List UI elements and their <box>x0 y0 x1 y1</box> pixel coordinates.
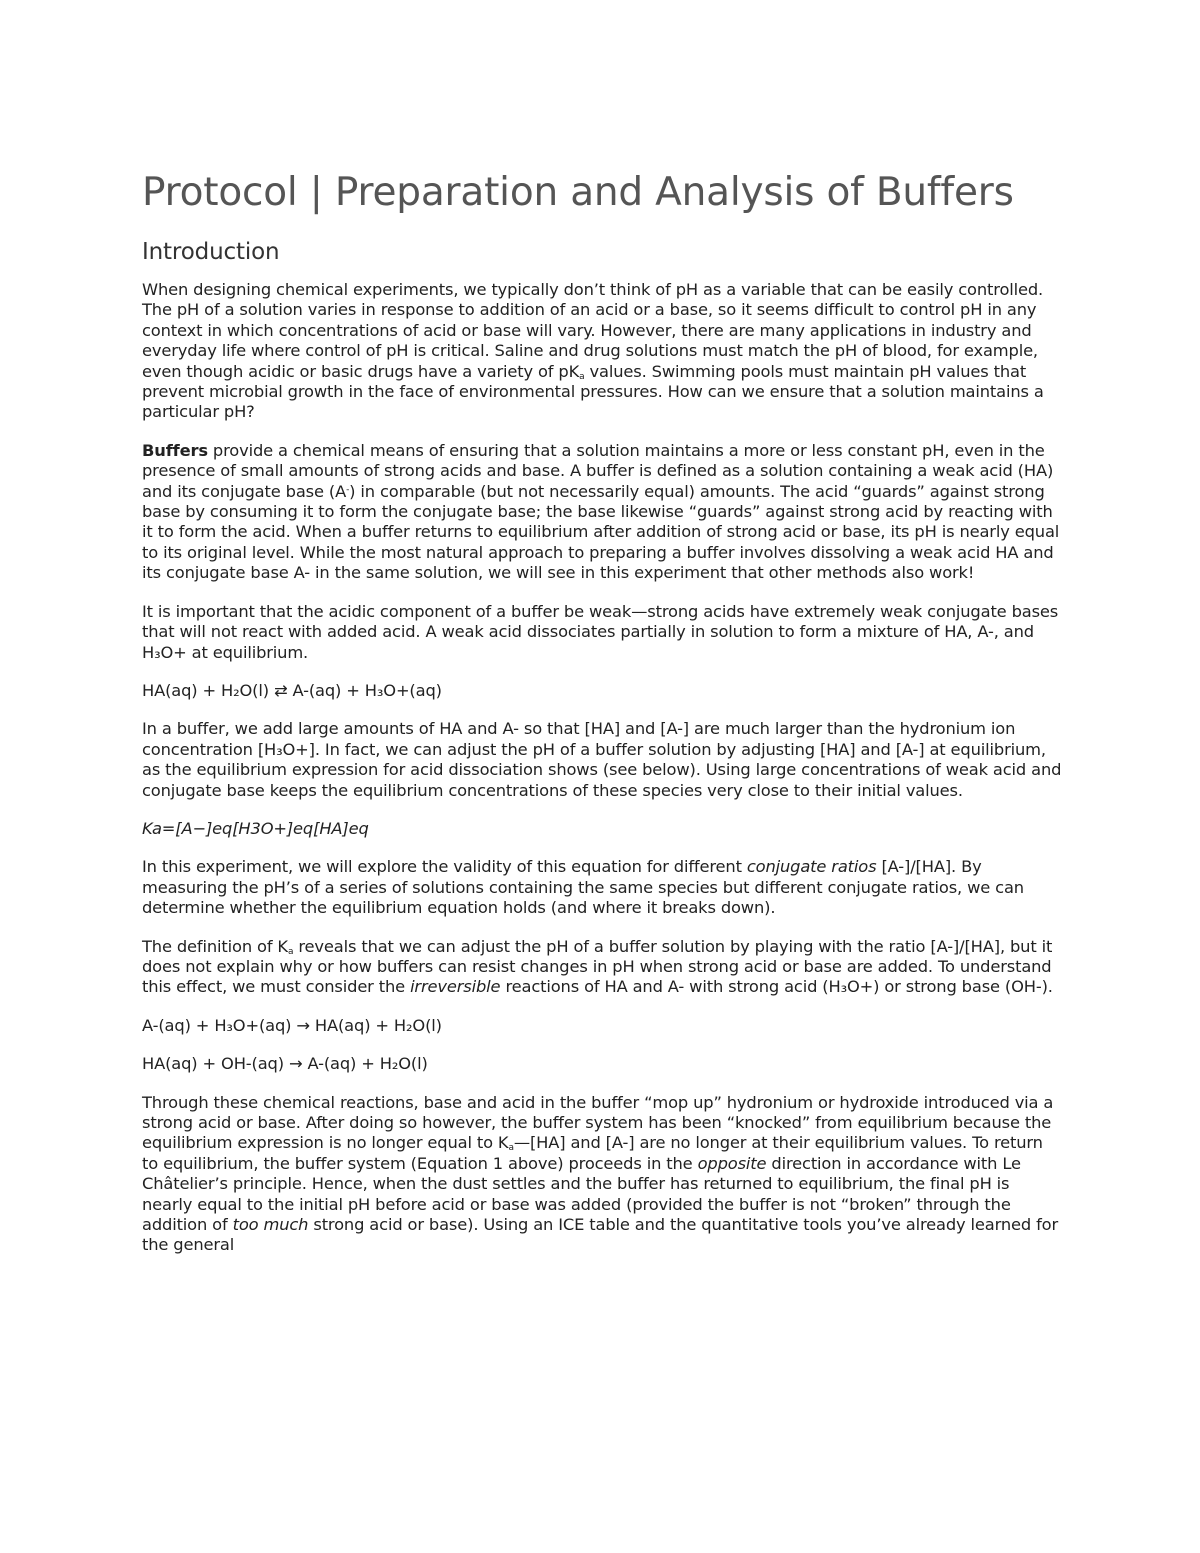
paragraph-3: It is important that the acidic component of a buffer be weak—strong acids have extremely weak conjugate bases that will not react with added acid. A weak acid dissociates partially in solution to form a mixture of HA, A-, and H₃O+ at equilibrium. <box>142 601 1059 662</box>
equation-4: HA(aq) + OH-(aq) → A-(aq) + H₂O(l) <box>142 1054 428 1074</box>
paragraph-6 <box>142 937 1062 998</box>
paragraph-5-text-b: [A-]/[HA]. By measuring the pH’s of a series of solutions containing the same species but different conjugate ratios, we can determine whether the equilibrium equation holds (and where it breaks down). <box>142 857 1024 918</box>
equation-1: HA(aq) + H₂O(l) ⇄ A-(aq) + H₃O+(aq) <box>142 680 442 700</box>
section-heading-introduction: Introduction <box>142 239 280 265</box>
paragraph-2-end: ) in comparable (but not necessarily equal) amounts. The acid “guards” against strong base by consuming it to form the conjugate base; the base likewise “guards” against strong acid by reacting with it to form the acid. When a buffer returns to equilibrium after addition of strong acid or base, its pH is nearly equal to its original level. While the most natural approach to preparing a buffer involves dissolving a weak acid HA and its conjugate base A- in the same solution, we will see in this experiment that other methods also work! <box>142 481 1060 583</box>
conjugate-ratios-term: conjugate ratios <box>746 857 877 877</box>
equation-ka <box>142 819 1062 839</box>
paragraph-2-text: provide a chemical means of ensuring that a solution maintains a more or less constant pH, even in the presence of small amounts of strong acids and base. A buffer is defined as a solution containing a weak acid (HA) and its conjugate base (A <box>142 440 1054 501</box>
too-much-term: too much <box>232 1215 309 1235</box>
paragraph-7-text-d: strong acid or base). Using an ICE table and the quantitative tools you’ve already learned for the general <box>142 1215 1059 1255</box>
ka-subscript: a <box>287 946 294 957</box>
paragraph-5-text-a: In this experiment, we will explore the validity of this equation for different <box>142 857 747 877</box>
buffers-term: Buffers <box>142 440 208 460</box>
paragraph-6-text-c: reactions of HA and A- with strong acid (H₃O+) or strong base (OH-). <box>500 977 1053 997</box>
paragraph-6-text-a: The definition of K <box>142 936 288 956</box>
ka-subscript-2: a <box>508 1143 514 1154</box>
paragraph-7 <box>142 1093 1062 1256</box>
conjugate-base-charge: - <box>346 484 350 495</box>
document-title: Protocol | Preparation and Analysis of Buffers <box>142 170 1014 215</box>
paragraph-1 <box>142 280 1062 423</box>
irreversible-term: irreversible <box>410 977 501 997</box>
pka-subscript: a <box>579 371 585 382</box>
paragraph-5 <box>142 857 1062 918</box>
paragraph-7-text-a: Through these chemical reactions, base and acid in the buffer “mop up” hydronium or hydroxide introduced via a strong acid or base. After doing so however, the buffer system has been “knocked” from equilibrium because the equilibrium expression is no longer equal to K <box>142 1092 1054 1153</box>
paragraph-7-text-c: direction in accordance with Le Châtelier’s principle. Hence, when the dust settles and the buffer has returned to equilibrium, the final pH is nearly equal to the initial pH before acid or base was added (provided the buffer is not “broken” through the addition of <box>142 1153 1021 1235</box>
paragraph-2 <box>142 441 1062 584</box>
paragraph-7-text-b: —[HA] and [A-] are no longer at their equilibrium values. To return to equilibrium, the buffer system (Equation 1 above) proceeds in the <box>142 1133 1043 1173</box>
opposite-term: opposite <box>697 1153 767 1173</box>
paragraph-1-text: When designing chemical experiments, we typically don’t think of pH as a variable that can be easily controlled. The pH of a solution varies in response to addition of an acid or a base, so it seems difficult to control pH in any context in which concentrations of acid or base will vary. However, there are many applications in industry and everyday life where control of pH is critical. Saline and drug solutions must match the pH of blood, for example, even though acidic or basic drugs have a variety of pK <box>142 280 1044 381</box>
paragraph-6-text-b: reveals that we can adjust the pH of a buffer solution by playing with the ratio [A-]/[HA], but it does not explain why or how buffers can resist changes in pH when strong acid or base are added. To understand this effect, we must consider the <box>142 936 1053 997</box>
paragraph-1-end: values. Swimming pools must maintain pH values that prevent microbial growth in the face of environmental pressures. How can we ensure that a solution maintains a particular pH? <box>142 361 1044 422</box>
equation-ka-text: Ka=[A−]eq[H3O+]eq[HA]eq <box>142 818 369 838</box>
document-body <box>142 160 1062 1274</box>
equation-3: A-(aq) + H₃O+(aq) → HA(aq) + H₂O(l) <box>142 1015 442 1035</box>
paragraph-4: In a buffer, we add large amounts of HA and A- so that [HA] and [A-] are much larger than the hydronium ion concentration [H₃O+]. In fact, we can adjust the pH of a buffer solution by adjusting [HA] and [A-] at equilibrium, as the equilibrium expression for acid dissociation shows (see below). Using large concentrations of weak acid and conjugate base keeps the equilibrium concentrations of these species very close to their initial values. <box>142 719 1062 800</box>
